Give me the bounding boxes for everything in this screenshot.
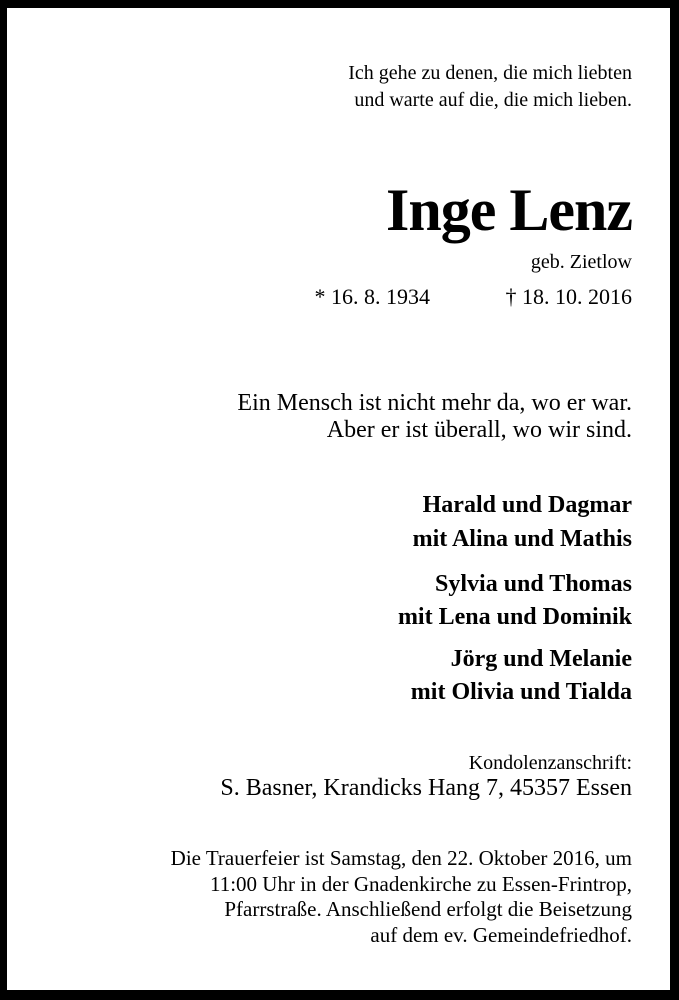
- funeral-line: auf dem ev. Gemeindefriedhof.: [370, 923, 632, 947]
- maiden-name: geb. Zietlow: [530, 251, 632, 273]
- motto-line: und warte auf die, die mich lieben.: [354, 89, 632, 111]
- death-date: † 18. 10. 2016: [505, 284, 632, 309]
- obituary-card: [7, 8, 670, 990]
- mourner-line: Sylvia und Thomas: [435, 571, 632, 597]
- motto-line: Ich gehe zu denen, die mich liebten: [348, 62, 632, 84]
- mourner-line: mit Alina und Mathis: [412, 526, 632, 552]
- quote-line: Ein Mensch ist nicht mehr da, wo er war.: [237, 390, 632, 416]
- deceased-name: Inge Lenz: [386, 177, 632, 243]
- condolence-label: Kondolenzanschrift:: [468, 752, 632, 774]
- mourner-line: mit Lena und Dominik: [397, 604, 632, 630]
- quote-line: Aber er ist überall, wo wir sind.: [326, 417, 632, 443]
- condolence-address: S. Basner, Krandicks Hang 7, 45357 Essen: [220, 775, 632, 801]
- funeral-line: Die Trauerfeier ist Samstag, den 22. Oktober 2016, um: [170, 846, 632, 870]
- funeral-line: 11:00 Uhr in der Gnadenkirche zu Essen-Frintrop,: [209, 872, 632, 896]
- mourner-line: mit Olivia und Tialda: [410, 679, 632, 705]
- mourner-line: Harald und Dagmar: [422, 492, 632, 518]
- mourner-line: Jörg und Melanie: [450, 646, 632, 672]
- birth-date: * 16. 8. 1934: [314, 284, 430, 309]
- funeral-line: Pfarrstraße. Anschließend erfolgt die Beisetzung: [224, 897, 632, 921]
